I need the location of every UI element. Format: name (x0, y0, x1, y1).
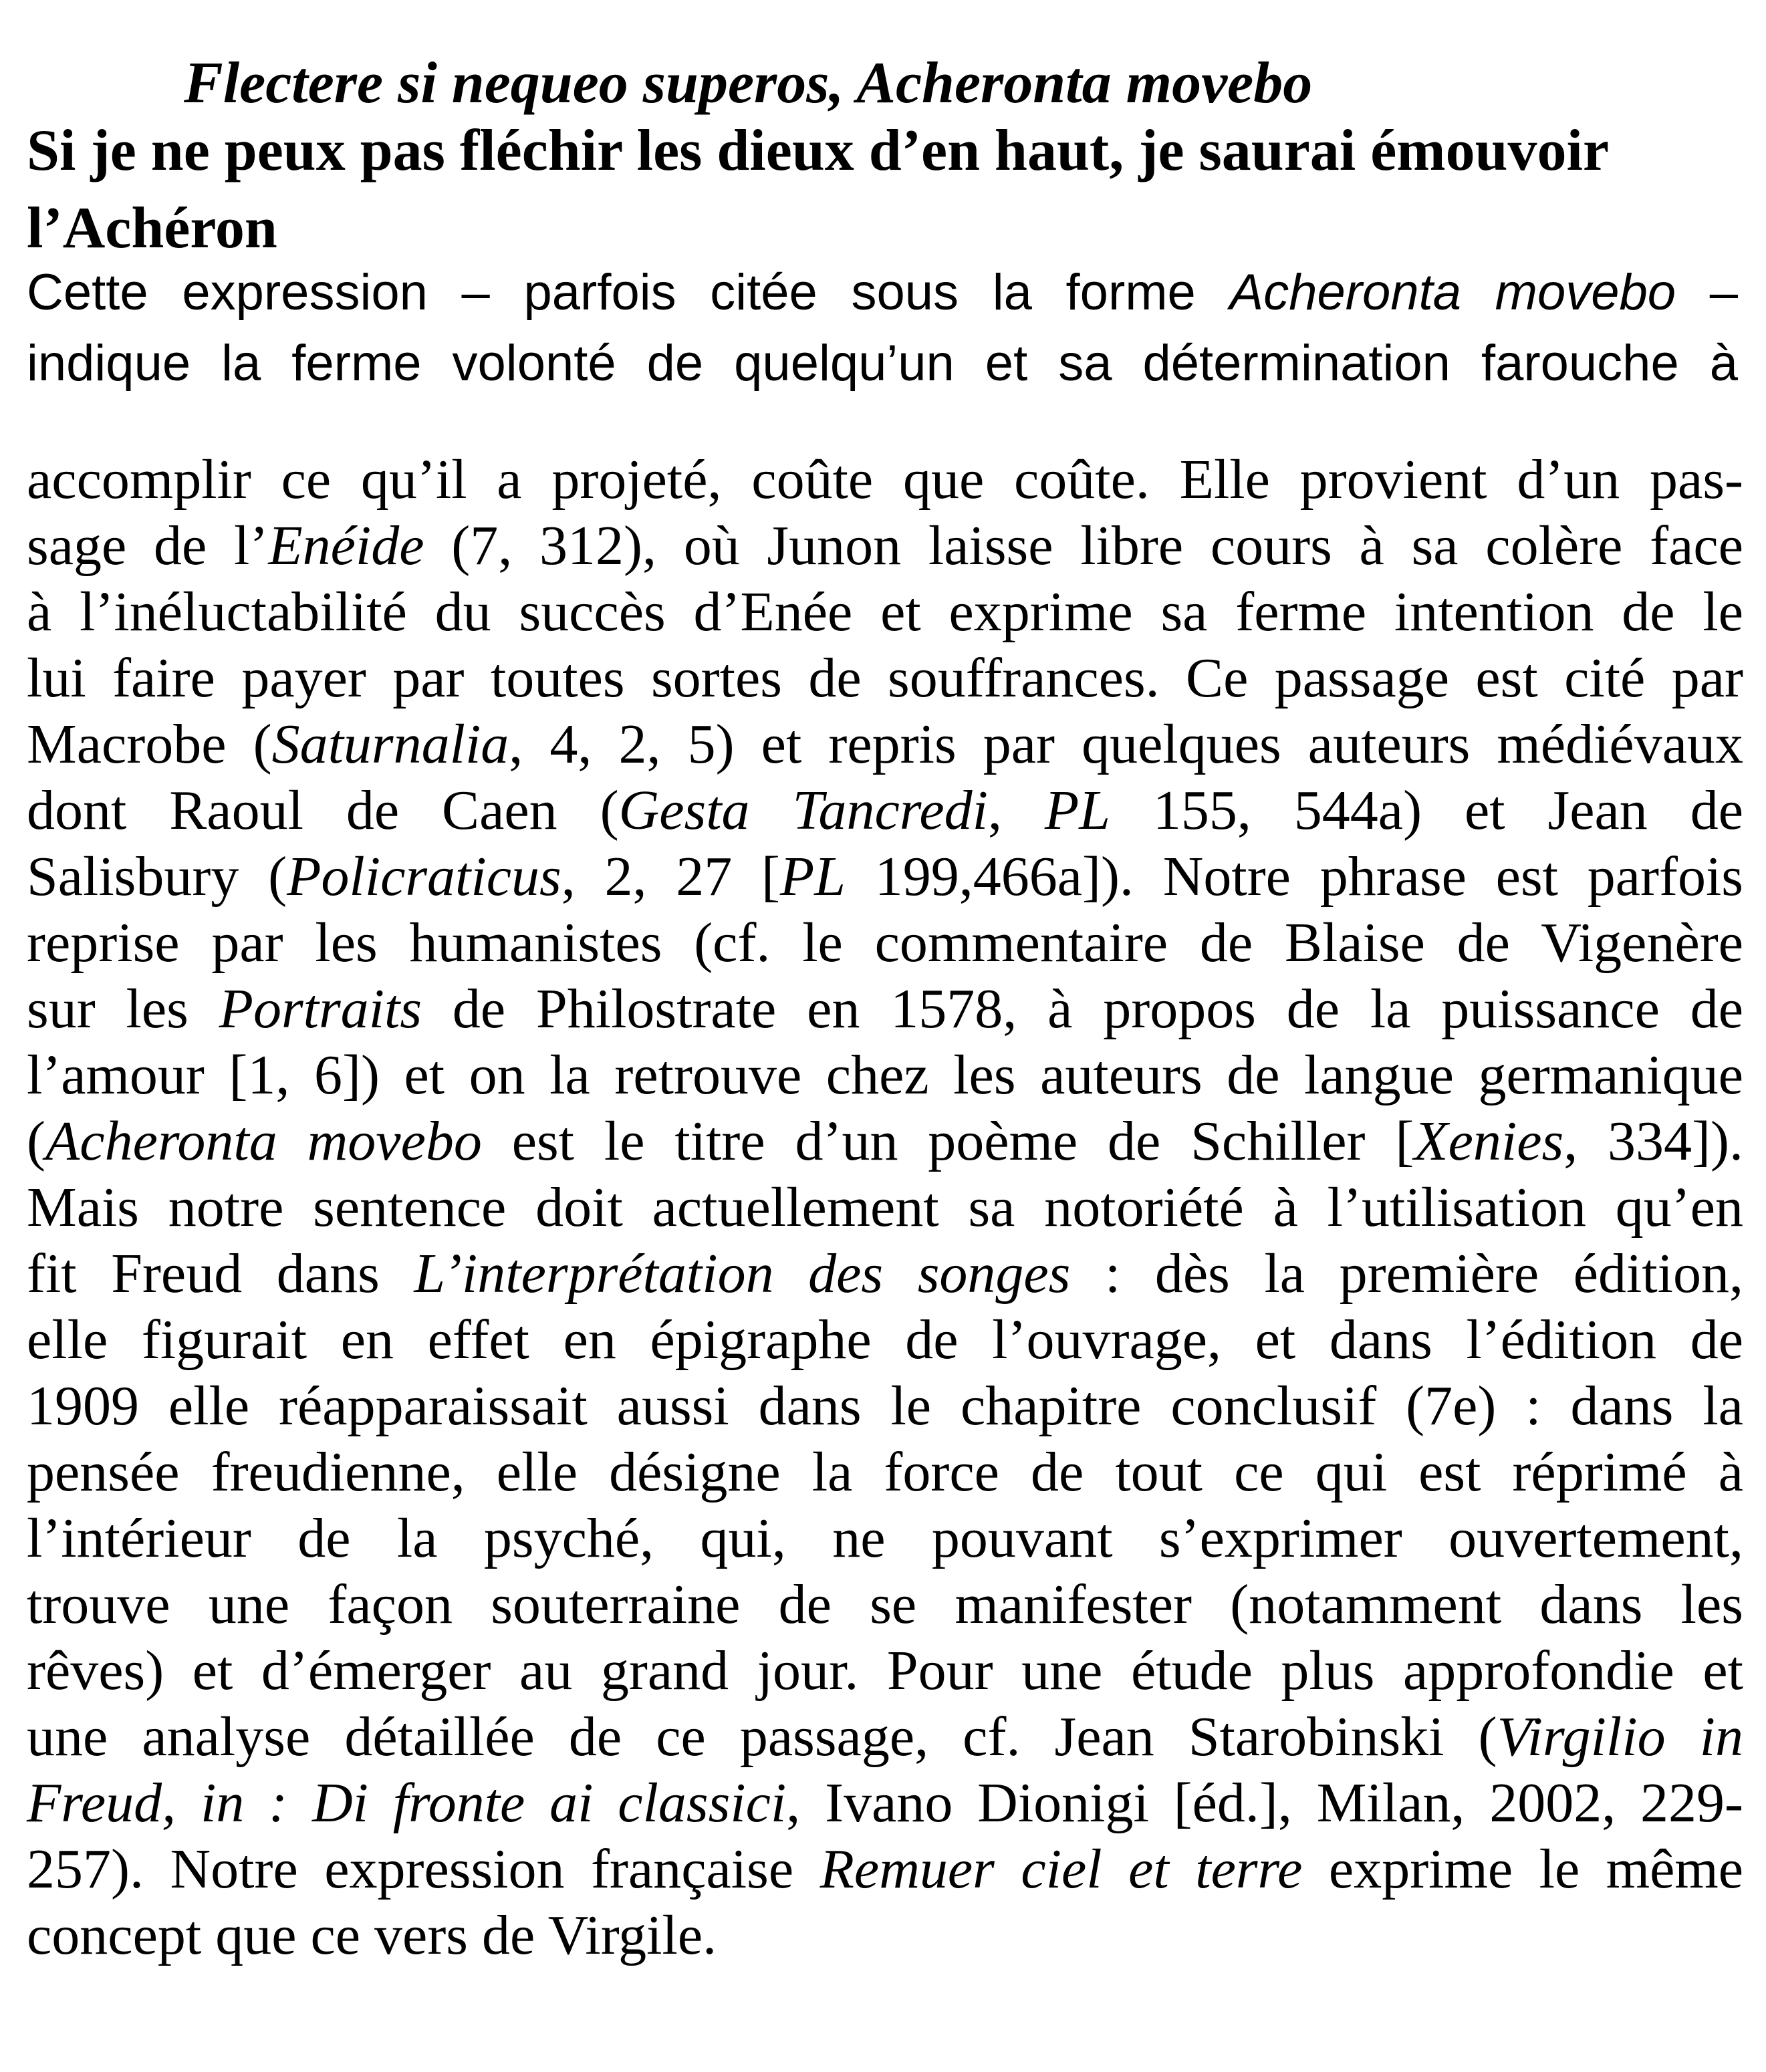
text-line (27, 711, 1743, 777)
body-paragraph (27, 446, 1743, 1968)
text-segment: ( (27, 1110, 45, 1172)
text-line (27, 1042, 1743, 1108)
text-segment: , 334]). (1563, 1110, 1744, 1172)
text-line (27, 257, 1738, 328)
text-line (27, 1373, 1743, 1439)
italic-text: Portraits (219, 978, 422, 1040)
text-segment: : dès la première édition, (1070, 1243, 1744, 1305)
text-segment: Mais notre sentence doit actuellement sa notoriété à l’utilisation qu’en (27, 1176, 1743, 1239)
text-segment: pensée freudienne, elle désigne la force de tout ce qui est réprimé à (27, 1441, 1743, 1503)
text-segment: de Philostrate en 1578, à propos de la puissance de (422, 978, 1743, 1040)
text-segment: Salisbury ( (27, 846, 287, 908)
text-segment: 199,466a]). Notre phrase est parfois (845, 846, 1743, 908)
italic-text: Remuer ciel et terre (819, 1838, 1303, 1900)
french-title (27, 112, 1751, 267)
text-segment: 155, 544a) et Jean de (1110, 779, 1743, 841)
text-line (27, 1836, 1743, 1902)
text-segment: 257). Notre expression française (27, 1838, 820, 1900)
text-line (27, 910, 1743, 976)
text-segment: dont Raoul de Caen ( (27, 779, 619, 841)
text-line (27, 1505, 1743, 1571)
text-line (27, 1108, 1743, 1174)
text-line (27, 976, 1743, 1042)
text-line (27, 1307, 1743, 1373)
text-segment: , 4, 2, 5) et repris par quelques auteurs médiévaux (509, 713, 1744, 775)
text-line (27, 777, 1743, 844)
text-segment: indique la ferme volonté de quelqu’un et sa détermination farouche à (27, 335, 1738, 392)
text-segment: l’intérieur de la psyché, qui, ne pouvant s’exprimer ouvertement, (27, 1507, 1743, 1569)
text-segment: sur les (27, 978, 219, 1040)
text-line (27, 1439, 1743, 1505)
text-segment: , Ivano Dionigi [éd.], Milan, 2002, 229- (786, 1772, 1743, 1834)
text-line (27, 1902, 1743, 1968)
text-segment: lui faire payer par toutes sortes de souffrances. Ce passage est cité par (27, 647, 1743, 709)
italic-text: Acheronta movebo (1229, 264, 1676, 321)
text-line (27, 513, 1743, 579)
text-line (27, 645, 1743, 711)
text-segment: reprise par les humanistes (cf. le commentaire de Blaise de Vigenère (27, 912, 1743, 974)
text-line (27, 328, 1738, 399)
italic-text: Xenies (1414, 1110, 1564, 1172)
french-title-line: l’Achéron (27, 196, 277, 261)
text-line (27, 844, 1743, 910)
text-line (27, 1241, 1743, 1307)
italic-text: Saturnalia (271, 713, 509, 775)
text-segment: sage de l’ (27, 515, 269, 577)
text-segment: , (987, 779, 1045, 841)
text-segment: elle figurait en effet en épigraphe de l’ouvrage, et dans l’édition de (27, 1309, 1743, 1371)
text-segment: concept que ce vers de Virgile. (27, 1904, 717, 1966)
text-line (27, 1638, 1743, 1704)
text-segment: 1909 elle réapparaissait aussi dans le chapitre conclusif (7e) : dans la (27, 1375, 1743, 1437)
intro-paragraph (27, 257, 1738, 399)
text-segment: fit Freud dans (27, 1243, 414, 1305)
italic-text: Acheronta movebo (45, 1110, 482, 1172)
text-segment: à l’inéluctabilité du succès d’Enée et exprime sa ferme intention de le (27, 581, 1743, 643)
latin-title: Flectere si nequeo superos, Acheronta movebo (184, 51, 1313, 116)
italic-text: Enéide (268, 515, 424, 577)
text-line (27, 1770, 1743, 1836)
italic-text: PL (1044, 779, 1110, 841)
text-segment: – (1676, 264, 1738, 321)
italic-text: Policraticus (287, 846, 561, 908)
text-segment: (7, 312), où Junon laisse libre cours à sa colère face (424, 515, 1743, 577)
text-line (27, 1174, 1743, 1241)
text-segment: exprime le même (1302, 1838, 1744, 1900)
text-line (27, 446, 1743, 513)
text-line (27, 579, 1743, 645)
italic-text: Freud, in : Di fronte ai classici (27, 1772, 787, 1834)
text-segment: rêves) et d’émerger au grand jour. Pour une étude plus approfondie et (27, 1640, 1743, 1702)
french-title-line: Si je ne peux pas fléchir les dieux d’en haut, je saurai émouvoir (27, 118, 1610, 183)
text-segment: est le titre d’un poème de Schiller [ (481, 1110, 1414, 1172)
text-segment: l’amour [1, 6]) et on la retrouve chez les auteurs de langue germanique (27, 1044, 1743, 1106)
text-line (27, 1571, 1743, 1638)
text-segment: accomplir ce qu’il a projeté, coûte que coûte. Elle provient d’un pas- (27, 448, 1743, 511)
text-segment: Macrobe ( (27, 713, 272, 775)
italic-text: Virgilio in (1497, 1706, 1743, 1768)
text-line (27, 1704, 1743, 1770)
italic-text: Gesta Tancredi (618, 779, 988, 841)
text-segment: Cette expression – parfois citée sous la forme (27, 264, 1230, 321)
italic-text: PL (779, 846, 846, 908)
text-segment: trouve une façon souterraine de se manifester (notamment dans les (27, 1573, 1743, 1636)
text-segment: , 2, 27 [ (561, 846, 780, 908)
italic-text: L’interprétation des songes (414, 1243, 1071, 1305)
text-segment: une analyse détaillée de ce passage, cf. Jean Starobinski ( (27, 1706, 1497, 1768)
